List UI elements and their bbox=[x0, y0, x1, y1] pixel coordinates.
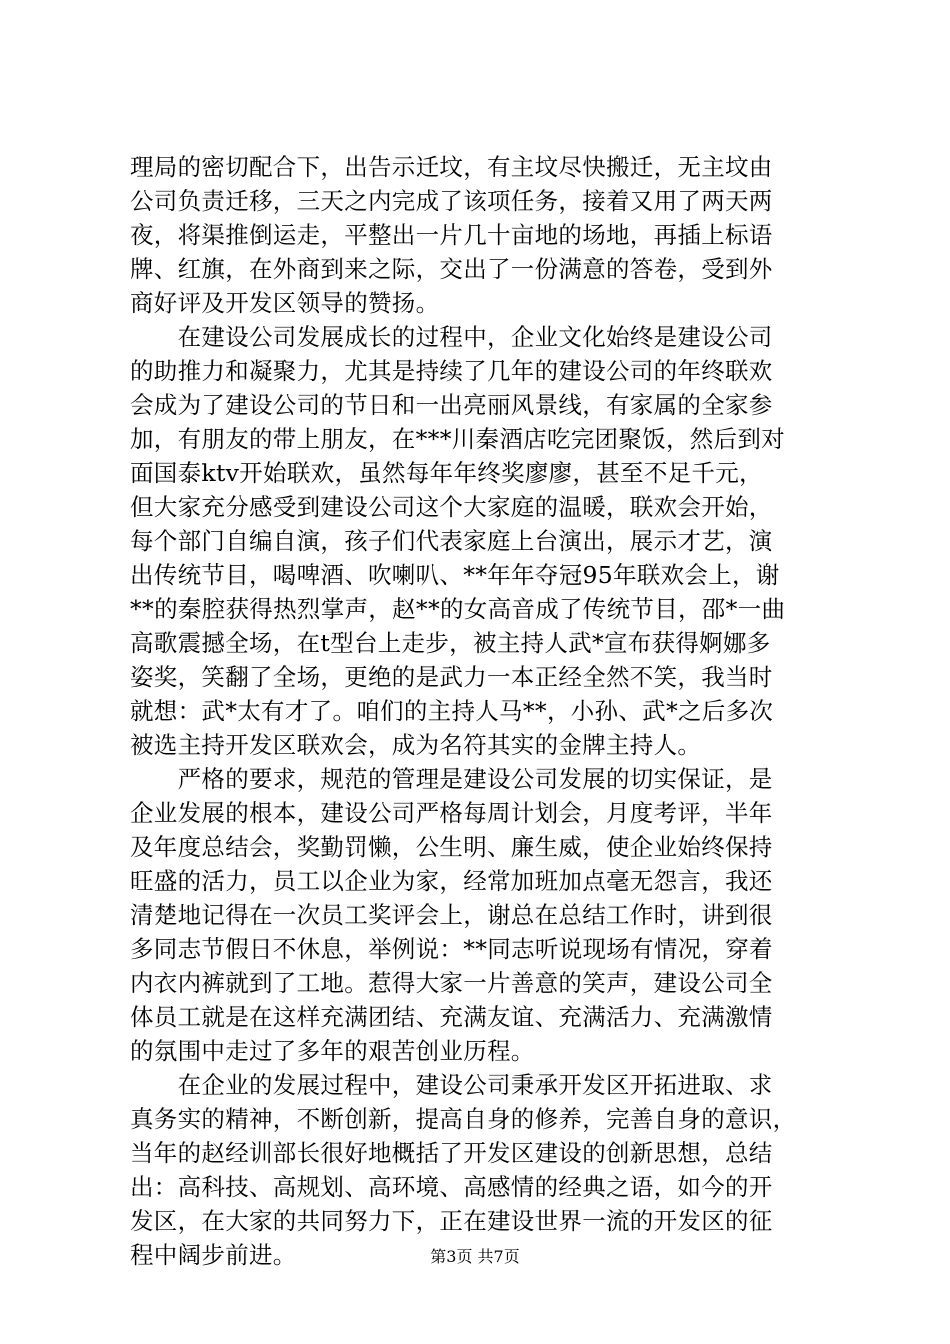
document-body bbox=[130, 150, 840, 1272]
text-line: 体员工就是在这样充满团结、充满友谊、充满活力、充满激情 bbox=[130, 1003, 773, 1031]
text-line: 商好评及开发区领导的赞扬。 bbox=[130, 289, 440, 317]
text-line: 夜，将渠推倒运走，平整出一片几十亩地的场地，再插上标语 bbox=[130, 221, 773, 249]
text-line: 清楚地记得在一次员工奖评会上，谢总在总结工作时，讲到很 bbox=[130, 901, 773, 929]
text-line: 牌、红旗，在外商到来之际，交出了一份满意的答卷，受到外 bbox=[130, 255, 773, 283]
text-line: 就想：武*太有才了。咱们的主持人马**，小孙、武*之后多次 bbox=[130, 697, 774, 725]
text-line: 面国泰ktv开始联欢，虽然每年年终奖廖廖，甚至不足千元， bbox=[130, 459, 763, 487]
paragraph-1 bbox=[130, 150, 840, 320]
text-line: 出传统节目，喝啤酒、吹喇叭、**年年夺冠95年联欢会上，谢 bbox=[130, 561, 780, 589]
text-line: 被选主持开发区联欢会，成为名符其实的金牌主持人。 bbox=[130, 731, 702, 759]
text-line: 会成为了建设公司的节日和一出亮丽风景线，有家属的全家参 bbox=[130, 391, 773, 419]
text-line: 在建设公司发展成长的过程中，企业文化始终是建设公司 bbox=[130, 323, 773, 351]
text-line: 发区，在大家的共同努力下，正在建设世界一流的开发区的征 bbox=[130, 1207, 773, 1235]
paragraph-2 bbox=[130, 320, 840, 762]
text-line: 内衣内裤就到了工地。惹得大家一片善意的笑声，建设公司全 bbox=[130, 969, 773, 997]
text-line: 每个部门自编自演，孩子们代表家庭上台演出，展示才艺，演 bbox=[130, 527, 773, 555]
text-line: 加，有朋友的带上朋友，在***川秦酒店吃完团聚饭，然后到对 bbox=[130, 425, 785, 453]
text-line: 的助推力和凝聚力，尤其是持续了几年的建设公司的年终联欢 bbox=[130, 357, 773, 385]
text-line: 公司负责迁移，三天之内完成了该项任务，接着又用了两天两 bbox=[130, 187, 773, 215]
text-line: 的氛围中走过了多年的艰苦创业历程。 bbox=[130, 1037, 535, 1065]
page-number: 第3页 共7页 bbox=[430, 1247, 520, 1266]
text-line: 在企业的发展过程中，建设公司秉承开发区开拓进取、求 bbox=[130, 1071, 773, 1099]
text-line: 程中阔步前进。 bbox=[130, 1241, 297, 1269]
paragraph-3 bbox=[130, 762, 840, 1068]
text-line: 理局的密切配合下，出告示迁坟，有主坟尽快搬迁，无主坟由 bbox=[130, 153, 773, 181]
paragraph-4 bbox=[130, 1068, 840, 1272]
text-line: 严格的要求，规范的管理是建设公司发展的切实保证，是 bbox=[130, 765, 773, 793]
text-line: **的秦腔获得热烈掌声，赵**的女高音成了传统节目，邵*一曲 bbox=[130, 595, 786, 623]
text-line: 多同志节假日不休息，举例说：**同志听说现场有情况，穿着 bbox=[130, 935, 773, 963]
text-line: 企业发展的根本，建设公司严格每周计划会，月度考评，半年 bbox=[130, 799, 773, 827]
text-line: 高歌震撼全场，在t型台上走步，被主持人武*宣布获得婀娜多 bbox=[130, 629, 771, 657]
text-line: 真务实的精神，不断创新，提高自身的修养，完善自身的意识， bbox=[130, 1105, 797, 1133]
text-line: 及年度总结会，奖勤罚懒，公生明、廉生威，使企业始终保持 bbox=[130, 833, 773, 861]
text-line: 当年的赵经训部长很好地概括了开发区建设的创新思想，总结 bbox=[130, 1139, 773, 1167]
text-line: 出：高科技、高规划、高环境、高感情的经典之语，如今的开 bbox=[130, 1173, 773, 1201]
text-line: 旺盛的活力，员工以企业为家，经常加班加点毫无怨言，我还 bbox=[130, 867, 773, 895]
text-line: 但大家充分感受到建设公司这个大家庭的温暖，联欢会开始， bbox=[130, 493, 773, 521]
text-line: 姿奖，笑翻了全场，更绝的是武力一本正经全然不笑，我当时 bbox=[130, 663, 773, 691]
